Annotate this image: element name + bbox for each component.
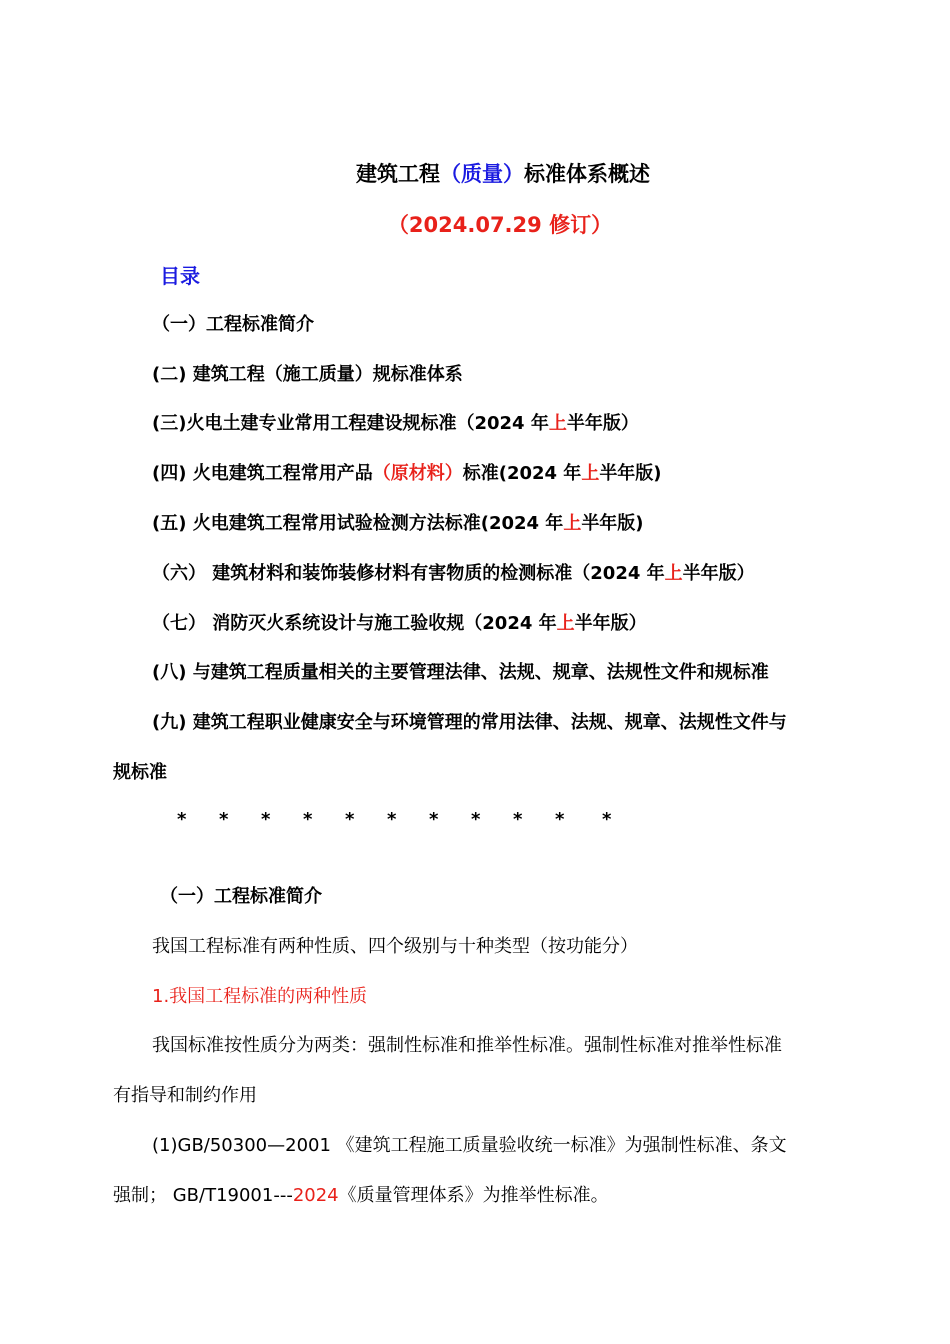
separator-star: * xyxy=(471,809,481,830)
toc-item-4 xyxy=(152,462,662,486)
toc-item-6 xyxy=(152,562,755,586)
toc-item-5-text: (五) 火电建筑工程常用试验检测方法标准(2024 年 xyxy=(152,513,564,534)
document-title xyxy=(0,160,950,188)
toc-item-7 xyxy=(152,612,647,636)
toc-item-4-highlight-1: （原材料） xyxy=(372,463,463,484)
separator-star: * xyxy=(513,809,523,830)
section-1-paragraph-2-line-1: 我国标准按性质分为两类：强制性标准和推举性标准。强制性标准对推举性标准 xyxy=(152,1035,782,1056)
section-1-subheading: 1.我国工程标准的两种性质 xyxy=(152,986,368,1007)
document-subtitle: （2024.07.29 修订） xyxy=(387,213,613,237)
separator-star: * xyxy=(219,809,229,830)
toc-item-4-suffix: 半年版) xyxy=(599,463,662,484)
separator-star: * xyxy=(303,809,313,830)
section-1-paragraph-2-line-2: 有指导和制约作用 xyxy=(113,1085,257,1106)
separator-star: * xyxy=(387,809,397,830)
toc-item-3-text: (三)火电土建专业常用工程建设规标准（2024 年 xyxy=(152,413,549,434)
toc-item-5 xyxy=(152,512,644,536)
toc-item-3-suffix: 半年版） xyxy=(566,413,639,434)
toc-item-7-highlight: 上 xyxy=(556,613,575,634)
toc-item-6-highlight: 上 xyxy=(664,563,683,584)
toc-item-6-text: （六） 建筑材料和装饰装修材料有害物质的检测标准（2024 年 xyxy=(152,563,665,584)
separator-star: * xyxy=(429,809,439,830)
toc-item-5-highlight: 上 xyxy=(563,513,582,534)
paragraph-3-highlight: 2024 xyxy=(292,1185,339,1206)
section-1-paragraph-1: 我国工程标准有两种性质、四个级别与十种类型（按功能分） xyxy=(152,936,638,957)
title-part-2-highlight: （质量） xyxy=(440,162,524,186)
title-part-1: 建筑工程 xyxy=(356,162,440,186)
separator-star: * xyxy=(261,809,271,830)
toc-item-5-suffix: 半年版) xyxy=(581,513,644,534)
separator-star: * xyxy=(602,809,612,830)
section-1-heading: （一）工程标准简介 xyxy=(160,886,322,907)
separator-stars xyxy=(0,808,950,832)
toc-item-1: （一）工程标准简介 xyxy=(152,314,314,335)
toc-item-2: (二) 建筑工程（施工质量）规标准体系 xyxy=(152,364,463,385)
title-part-3: 标准体系概述 xyxy=(524,162,650,186)
toc-item-6-suffix: 半年版） xyxy=(682,563,755,584)
section-1-paragraph-3-line-2 xyxy=(113,1184,609,1208)
toc-item-4-middle: 标准(2024 年 xyxy=(462,463,582,484)
toc-item-4-highlight-2: 上 xyxy=(581,463,600,484)
separator-star: * xyxy=(555,809,565,830)
toc-item-9-line-2: 规标准 xyxy=(113,762,167,783)
toc-item-7-text: （七） 消防灭火系统设计与施工验收规（2024 年 xyxy=(152,613,557,634)
toc-item-3 xyxy=(152,412,639,436)
toc-item-8: (八) 与建筑工程质量相关的主要管理法律、法规、规章、法规性文件和规标准 xyxy=(152,662,769,683)
separator-star: * xyxy=(345,809,355,830)
toc-item-7-suffix: 半年版） xyxy=(574,613,647,634)
toc-heading: 目录 xyxy=(160,264,200,288)
paragraph-3-suffix: 《质量管理体系》为推举性标准。 xyxy=(338,1185,609,1206)
paragraph-3-text: 强制； GB/T19001--- xyxy=(113,1185,293,1206)
toc-item-4-text: (四) 火电建筑工程常用产品 xyxy=(152,463,373,484)
separator-star: * xyxy=(177,809,187,830)
section-1-paragraph-3-line-1: (1)GB/50300—2001 《建筑工程施工质量验收统一标准》为强制性标准、条文 xyxy=(152,1135,787,1156)
toc-item-3-highlight: 上 xyxy=(548,413,567,434)
toc-item-9-line-1: (九) 建筑工程职业健康安全与环境管理的常用法律、法规、规章、法规性文件与 xyxy=(152,712,787,733)
